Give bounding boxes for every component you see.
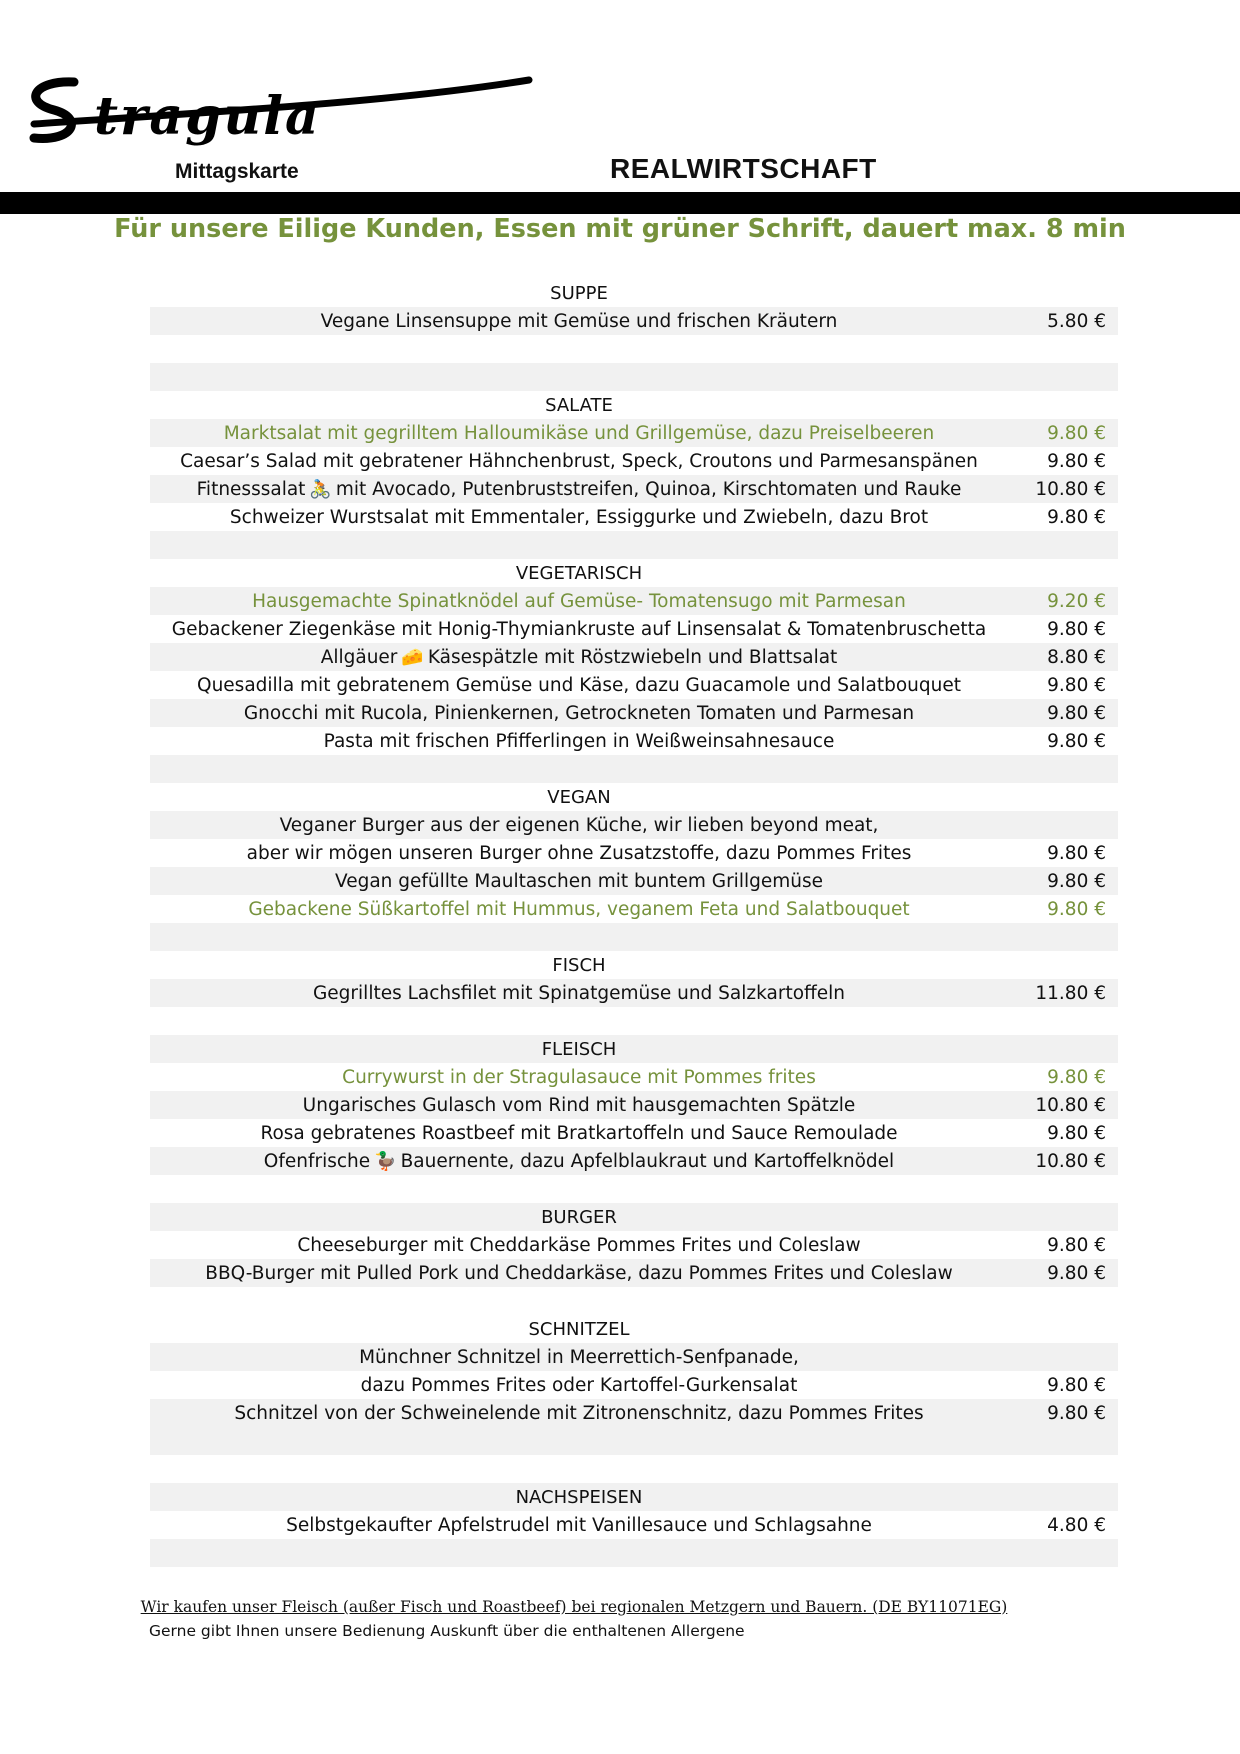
menu-item: Currywurst in der Stragulasauce mit Pommes frites 9.80 € <box>342 1066 1106 1088</box>
menu-item: Gegrilltes Lachsfilet mit Spinatgemüse und Salzkartoffeln 11.80 € <box>150 979 1118 1007</box>
header-bar <box>0 192 1240 214</box>
menu-item: Ungarisches Gulasch vom Rind mit hausgemachten Spätzle 10.80 € <box>150 1091 1118 1119</box>
section-heading-nachspeisen: NACHSPEISEN <box>150 1483 1118 1511</box>
menu-item: Schweizer Wurstsalat mit Emmentaler, Essiggurke und Zwiebeln, dazu Brot 9.80 € <box>229 506 1106 528</box>
menu-item: BBQ-Burger mit Pulled Pork und Cheddarkäse, dazu Pommes Frites und Coleslaw 9.80 € <box>150 1259 1118 1287</box>
menu-item: Hausgemachte Spinatknödel auf Gemüse- Tomatensugo mit Parmesan 9.20 € <box>150 587 1118 615</box>
menu-item: Pasta mit frischen Pfifferlingen in Weißweinsahnesauce 9.80 € <box>323 730 1106 752</box>
section-heading-fleisch: FLEISCH <box>150 1035 1118 1063</box>
section-heading-fisch: FISCH <box>552 954 606 976</box>
menu-item: Quesadilla mit gebratenem Gemüse und Käse, dazu Guacamole und Salatbouquet 9.80 € <box>197 674 1106 696</box>
menu-item: Cheeseburger mit Cheddarkäse Pommes Frites und Coleslaw 9.80 € <box>297 1234 1106 1256</box>
cheese-icon: 🧀 <box>401 646 424 668</box>
svg-text:tragula: tragula <box>94 86 321 147</box>
menu-item-line1: Veganer Burger aus der eigenen Küche, wir lieben beyond meat, <box>150 811 1118 839</box>
menu-item: Selbstgekaufter Apfelstrudel mit Vanillesauce und Schlagsahne 4.80 € <box>286 1514 1106 1536</box>
stragula-logo <box>14 72 534 152</box>
menu-item: Caesar’s Salad mit gebratener Hähnchenbrust, Speck, Croutons und Parmesanspänen 9.80 € <box>180 450 1106 472</box>
menu-list <box>150 279 1118 1567</box>
menu-item-line2: dazu Pommes Frites oder Kartoffel-Gurkensalat 9.80 € <box>360 1374 1106 1396</box>
menu-item: Schnitzel von der Schweinelende mit Zitronenschnitz, dazu Pommes Frites 9.80 € <box>150 1399 1118 1427</box>
menu-item: Gebackene Süßkartoffel mit Hummus, veganem Feta und Salatbouquet 9.80 € <box>248 898 1106 920</box>
section-heading-vegetarisch: VEGETARISCH <box>515 562 643 584</box>
menu-item: Gebackener Ziegenkäse mit Honig-Thymiankruste auf Linsensalat & Tomatenbruschetta 9.80 € <box>171 618 1106 640</box>
section-heading-vegan: VEGAN <box>547 786 611 808</box>
menu-item: Marktsalat mit gegrilltem Halloumikäse und Grillgemüse, dazu Preiselbeeren 9.80 € <box>150 419 1118 447</box>
menu-item: Vegane Linsensuppe mit Gemüse und frischen Kräutern 5.80 € <box>150 307 1118 335</box>
menu-subtitle: Mittagskarte <box>175 160 299 183</box>
menu-item: Allgäuer 🧀 Käsespätzle mit Röstzwiebeln und Blattsalat 8.80 € <box>150 643 1118 671</box>
restaurant-title: REALWIRTSCHAFT <box>610 153 877 184</box>
menu-item-line2: aber wir mögen unseren Burger ohne Zusatzstoffe, dazu Pommes Frites 9.80 € <box>246 842 1106 864</box>
menu-item: Rosa gebratenes Roastbeef mit Bratkartoffeln und Sauce Remoulade 9.80 € <box>260 1122 1106 1144</box>
meat-origin-note: Wir kaufen unser Fleisch (außer Fisch und Roastbeef) bei regionalen Metzgern und Bauern. (DE BY11071EG) <box>140 1598 1008 1616</box>
menu-item: Fitnesssalat 🚴 mit Avocado, Putenbruststreifen, Quinoa, Kirschtomaten und Rauke 10.80 € <box>150 475 1118 503</box>
quick-notice: Für unsere Eilige Kunden, Essen mit grüner Schrift, dauert max. 8 min <box>114 214 1126 244</box>
menu-item: Ofenfrische 🦆 Bauernente, dazu Apfelblaukraut und Kartoffelknödel 10.80 € <box>150 1147 1118 1175</box>
cyclist-icon: 🚴 <box>309 478 332 500</box>
section-heading-schnitzel: SCHNITZEL <box>528 1318 630 1340</box>
section-heading-salate: SALATE <box>545 394 613 416</box>
allergen-note: Gerne gibt Ihnen unsere Bedienung Auskunft über die enthaltenen Allergene <box>149 1622 745 1640</box>
menu-item: Vegan gefüllte Maultaschen mit buntem Grillgemüse 9.80 € <box>150 867 1118 895</box>
section-heading-suppe: SUPPE <box>550 282 608 304</box>
section-heading-burger: BURGER <box>150 1203 1118 1231</box>
menu-item-line1: Münchner Schnitzel in Meerrettich-Senfpanade, <box>150 1343 1118 1371</box>
menu-item: Gnocchi mit Rucola, Pinienkernen, Getrockneten Tomaten und Parmesan 9.80 € <box>150 699 1118 727</box>
duck-icon: 🦆 <box>374 1150 397 1172</box>
